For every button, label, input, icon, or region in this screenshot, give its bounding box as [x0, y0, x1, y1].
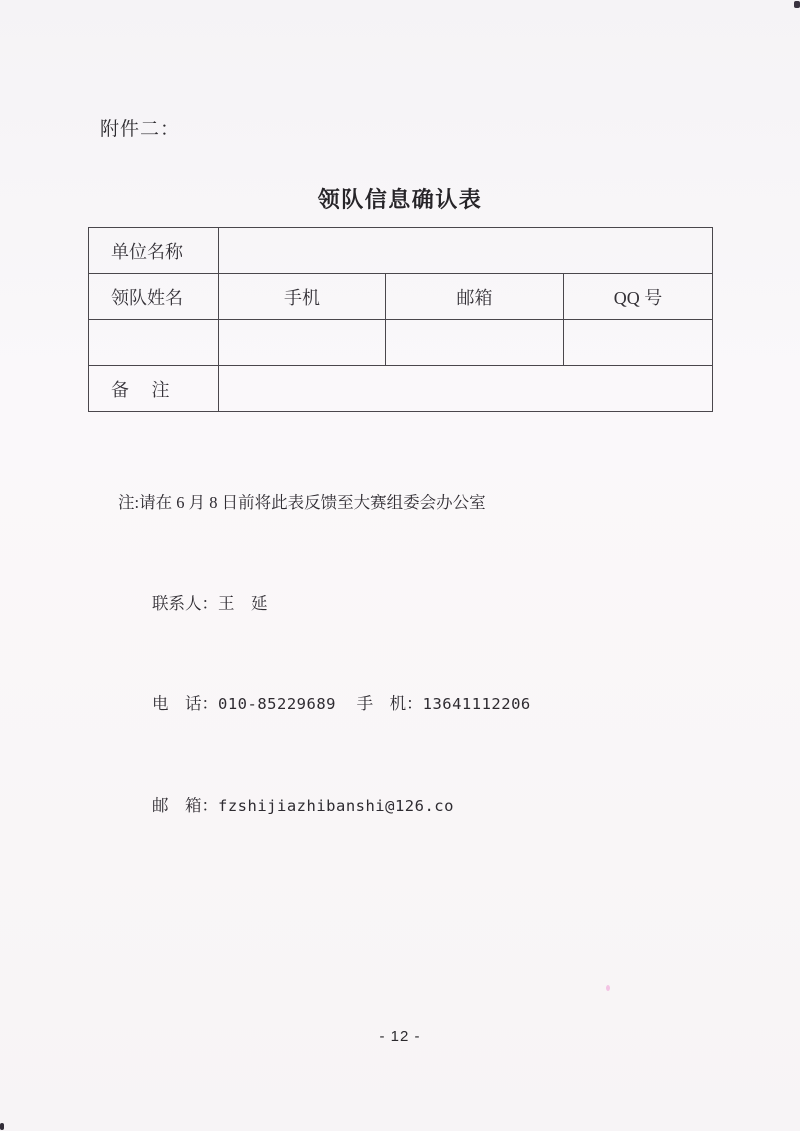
- mobile-number: 13641112206: [422, 695, 531, 713]
- phone-mobile-gap: [336, 694, 357, 713]
- unit-name-value-cell: [219, 228, 713, 274]
- leader-name-value-cell: [89, 320, 219, 366]
- email-line: [152, 789, 531, 824]
- contact-line: [152, 587, 531, 621]
- email-label: 邮 箱：: [152, 795, 218, 815]
- mobile-value-cell: [219, 320, 386, 366]
- mobile-column-header: 手机: [219, 274, 386, 320]
- table-row-unit-name: [89, 228, 713, 274]
- email-value-cell: [386, 320, 564, 366]
- phone-line: [152, 687, 531, 722]
- contact-label: 联系人：: [152, 593, 218, 613]
- phone-label: 电 话：: [152, 694, 218, 713]
- remarks-label: 备 注: [89, 366, 219, 412]
- deadline-note: 注:请在 6 月 8 日前将此表反馈至大赛组委会办公室: [118, 493, 486, 512]
- contact-name: 王 延: [218, 593, 268, 613]
- page-number: - 12 -: [379, 1028, 421, 1045]
- notes-block: [118, 419, 531, 890]
- attachment-label: 附件二：: [100, 119, 181, 140]
- scan-artifact-bottom-left: [0, 1123, 4, 1130]
- table-row-headers: [89, 274, 713, 320]
- leader-name-label: 领队姓名: [89, 274, 219, 320]
- table-row-remarks: [89, 366, 713, 412]
- scan-artifact-pink-dot: [606, 985, 610, 991]
- scan-artifact-top-right: [794, 1, 800, 8]
- unit-name-label: 单位名称: [89, 228, 219, 274]
- email-column-header: 邮箱: [386, 274, 564, 320]
- mobile-label: 手 机：: [356, 694, 423, 713]
- table-row-values: [89, 320, 713, 366]
- leader-info-table: [88, 227, 713, 412]
- qq-value-cell: [564, 320, 713, 366]
- qq-column-header: QQ 号: [564, 274, 713, 320]
- page-title: 领队信息确认表: [317, 187, 483, 212]
- remarks-value-cell: [219, 366, 713, 412]
- email-address: fzshijiazhibanshi@126.co: [218, 796, 454, 815]
- phone-number: 010-85229689: [218, 695, 336, 713]
